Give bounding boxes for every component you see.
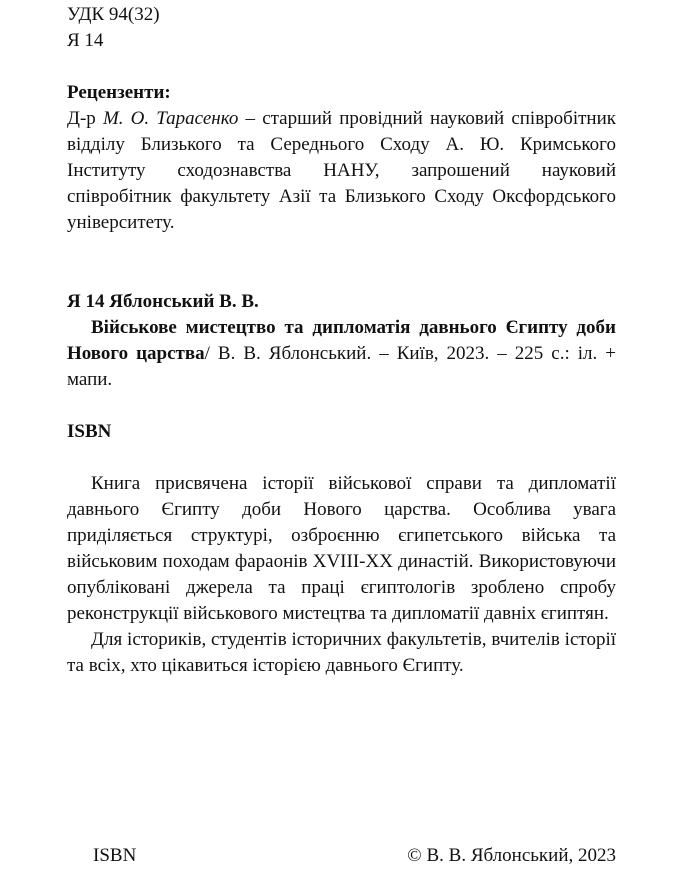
annotation-paragraph: Книга присвячена історії військової справи та дипломатії давнього Єгипту доби Нового царства. Особлива увага приділяється структурі, озброєнню єгипетського війська та військовим походам фараонів XVIII-XX династій. Використовуючи опубліковані джерела та праці єгиптологів зроблено спробу реконструкції військового мистецтва та дипломатії давніх єгиптян.	[67, 473, 616, 624]
reviewers-section	[67, 80, 616, 236]
reviewer-affiliation: – старший провідний науковий співробітник відділу Близького та Середнього Сходу А. Ю. Кримського Інституту сходознавства НАНУ, запрошений науковий співробітник факультету Азії та Близького Сходу Оксфордського університету.	[67, 108, 617, 233]
footer-isbn: ISBN	[93, 845, 137, 866]
reviewer-description	[67, 106, 616, 236]
book-description	[67, 315, 616, 393]
isbn-label: ISBN	[67, 421, 112, 442]
author-mark: Я 14	[67, 30, 104, 51]
book-title: Військове мистецтво та дипломатія давнього Єгипту доби Нового царства	[67, 317, 616, 364]
annotation-section	[67, 471, 616, 679]
udk-code: УДК 94(32)	[67, 4, 160, 25]
reviewer-name: М. О. Тарасенко	[102, 108, 239, 129]
imprint-page	[67, 2, 616, 679]
bibliographic-record	[67, 289, 616, 393]
book-details: / В. В. Яблонський. – Київ, 2023. – 225 с.: іл. + мапи.	[67, 343, 616, 390]
author-line: Я 14 Яблонський В. В.	[67, 291, 259, 312]
reviewers-heading: Рецензенти:	[67, 82, 171, 103]
copyright-notice: © В. В. Яблонський, 2023	[407, 845, 616, 866]
page-footer	[93, 843, 616, 869]
reviewer-prefix: Д-р	[67, 108, 103, 129]
audience-paragraph: Для істориків, студентів історичних факультетів, вчителів історії та всіх, хто цікавиться історією давнього Єгипту.	[67, 629, 616, 676]
classification-block	[67, 2, 616, 54]
